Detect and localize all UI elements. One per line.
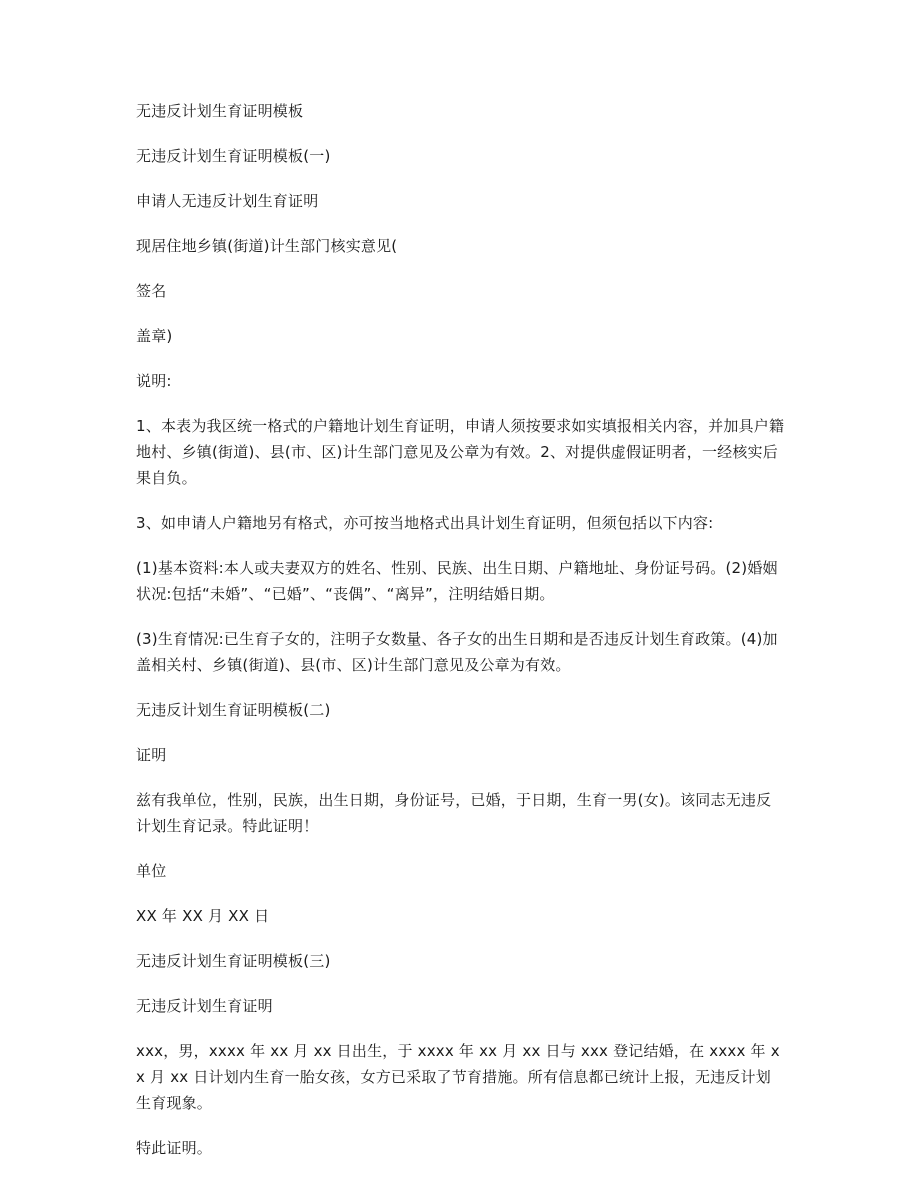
residence-verification-line: 现居住地乡镇(街道)计生部门核实意见( xyxy=(136,237,398,255)
certificate-body-3: xxx，男，xxxx 年 xx 月 xx 日出生，于 xxxx 年 xx 月 xx 日与 xxx 登记结婚，在 xxxx 年 xx 月 xx 日计划内生育一胎女孩，女方已采取了节育措施。所有信息都已统计上报，无违反计划生育现象。 xyxy=(136,1042,780,1112)
seal-line: 盖章) xyxy=(136,327,173,345)
requirement-paragraph-3: (3)生育情况:已生育子女的，注明子女数量、各子女的出生日期和是否违反计划生育政策。(4)加盖相关村、乡镇(街道)、县(市、区)计生部门意见及公章为有效。 xyxy=(136,630,778,674)
certificate-heading-3: 无违反计划生育证明 xyxy=(136,997,273,1015)
certificate-heading: 申请人无违反计划生育证明 xyxy=(136,192,319,210)
closing-line: 特此证明。 xyxy=(136,1139,213,1157)
certificate-label: 证明 xyxy=(136,746,167,764)
certificate-body-2: 兹有我单位，性别，民族，出生日期，身份证号，已婚，于日期，生育一男(女)。该同志无违反计划生育记录。特此证明！ xyxy=(136,791,772,835)
note-paragraph-3: 3、如申请人户籍地另有格式，亦可按当地格式出具计划生育证明，但须包括以下内容: xyxy=(136,514,714,532)
unit-label: 单位 xyxy=(136,862,167,880)
requirement-paragraph-1: (1)基本资料:本人或夫妻双方的姓名、性别、民族、出生日期、户籍地址、身份证号码。(2)婚姻状况:包括“未婚”、“已婚”、“丧偶”、“离异”，注明结婚日期。 xyxy=(136,559,778,603)
date-line: XX 年 XX 月 XX 日 xyxy=(136,907,270,925)
signature-line: 签名 xyxy=(136,282,167,300)
document-body xyxy=(136,98,786,1180)
notes-label: 说明: xyxy=(136,372,172,390)
note-paragraph-1: 1、本表为我区统一格式的户籍地计划生育证明，申请人须按要求如实填报相关内容，并加具户籍地村、乡镇(街道)、县(市、区)计生部门意见及公章为有效。2、对提供虚假证明者，一经核实后果自负。 xyxy=(136,417,785,487)
section-heading-template-2: 无违反计划生育证明模板(二) xyxy=(136,701,331,719)
section-heading-template-3: 无违反计划生育证明模板(三) xyxy=(136,952,331,970)
document-title: 无违反计划生育证明模板 xyxy=(136,102,304,120)
section-heading-template-1: 无违反计划生育证明模板(一) xyxy=(136,147,331,165)
